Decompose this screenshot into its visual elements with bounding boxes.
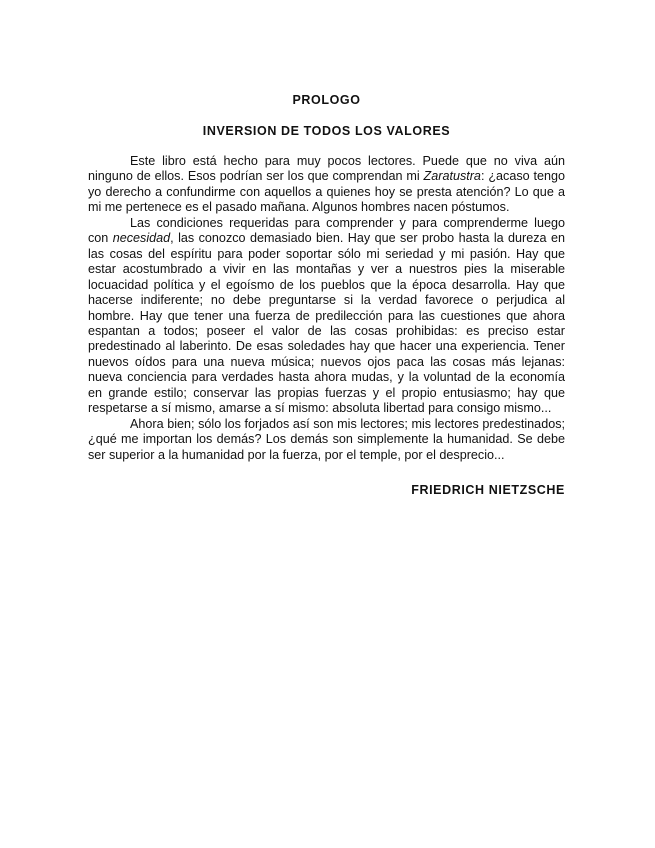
- body-text: [88, 154, 565, 463]
- paragraph-1-text-a: Este libro está hecho para muy pocos lectores. Puede que no viva aún ninguno de ellos. Esos podrían ser los que comprendan mi: [88, 154, 565, 184]
- paragraph-2-text-b: , las conozco demasiado bien. Hay que ser probo hasta la dureza en las cosas del espíritu para poder soportar sólo mi seriedad y mi pasión. Hay que estar acostumbrado a vivir en las montañas y ver a nuestros pies la miserable locuacidad política y el egoísmo de los pueblos que la época desarrolla. Hay que hacerse indiferente; no debe preguntarse si la verdad favorece o perjudica al hombre. Hay que tener una fuerza de predilección para las cuestiones que ahora espantan a todos; poseer el valor de las cosas prohibidas: es preciso estar predestinado al laberinto. De esas soledades hay que hacer una experiencia. Tener nuevos oídos para una nueva música; nuevos ojos paca las cosas más lejanas: nueva conciencia para verdades hasta ahora mudas, y la voluntad de la economía en grande estilo; conservar las propias fuerzas y el propio entusiasmo; hay que respetarse a sí mismo, amarse a sí mismo: absoluta libertad para consigo mismo...: [88, 231, 565, 416]
- author-signature: FRIEDRICH NIETZSCHE: [411, 483, 565, 498]
- paragraph-2-text-a: Las condiciones requeridas para comprender y para comprenderme luego con: [88, 215, 565, 246]
- italic-word-necesidad: necesidad: [112, 231, 171, 246]
- paragraph-3: [88, 417, 565, 463]
- section-subtitle: INVERSION DE TODOS LOS VALORES: [202, 124, 451, 138]
- document-page: [88, 90, 565, 497]
- paragraph-1: [88, 154, 565, 216]
- paragraph-3-text: Ahora bien; sólo los forjados así son mis lectores; mis lectores predestinados; ¿qué me importan los demás? Los demás son simplemente la humanidad. Se debe ser superior a la humanidad por la fuerza, por el temple, por el desprecio...: [88, 416, 565, 462]
- paragraph-2: [88, 216, 565, 417]
- page-title: PROLOGO: [292, 93, 361, 107]
- paragraph-1-text-b: : ¿acaso tengo yo derecho a confundirme con aquellos a quienes hoy se presta atención? Lo que a mi me pertenece es el pasado mañana. Algunos hombres nacen póstumos.: [88, 169, 566, 215]
- italic-title-zaratustra: Zaratustra: [423, 169, 481, 184]
